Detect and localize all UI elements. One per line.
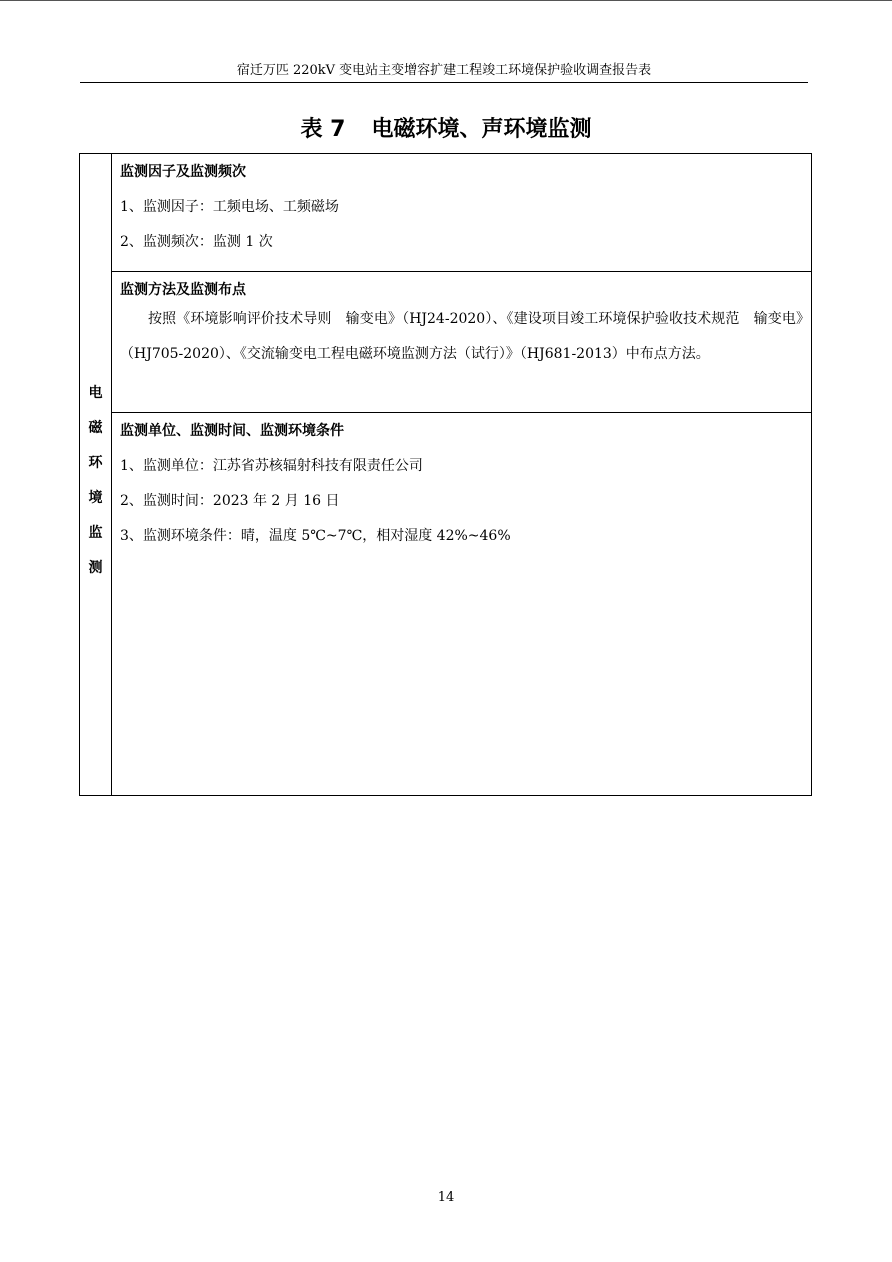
section-line: 1、监测因子：工频电场、工频磁场 <box>120 199 339 215</box>
section-unit-time-conditions <box>112 413 811 795</box>
section-line: 1、监测单位：江苏省苏核辐射科技有限责任公司 <box>120 458 423 474</box>
section-heading: 监测因子及监测频次 <box>120 164 246 180</box>
monitoring-table <box>79 153 812 796</box>
section-line: 3、监测环境条件：晴，温度 5℃~7℃，相对湿度 42%~46% <box>120 528 511 544</box>
section-line: 2、监测时间：2023 年 2 月 16 日 <box>120 493 340 509</box>
section-heading: 监测单位、监测时间、监测环境条件 <box>120 423 344 439</box>
page-number: 14 <box>437 1190 455 1205</box>
table-title <box>0 114 892 146</box>
section-method-layout <box>112 272 811 413</box>
header-rule <box>80 82 808 83</box>
table-title-text: 电磁环境、声环境监测 <box>371 117 592 142</box>
table-side-column <box>80 154 112 795</box>
section-line: 2、监测频次：监测 1 次 <box>120 234 273 250</box>
running-header: 宿迁万匹 220kV 变电站主变增容扩建工程竣工环境保护验收调查报告表 <box>236 63 652 78</box>
section-heading: 监测方法及监测布点 <box>120 282 246 298</box>
side-label: 电磁环境监测 <box>88 385 103 576</box>
page-top-border <box>0 0 892 1</box>
section-factors-frequency <box>112 154 811 272</box>
table-number: 表 7 <box>300 117 346 142</box>
section-paragraph: 按照《环境影响评价技术导则 输变电》（HJ24-2020）、《建设项目竣工环境保护验收技术规范 输变电》（HJ705-2020）、《交流输变电工程电磁环境监测方法（试行）》（HJ681-2013）中布点方法。 <box>120 311 803 362</box>
